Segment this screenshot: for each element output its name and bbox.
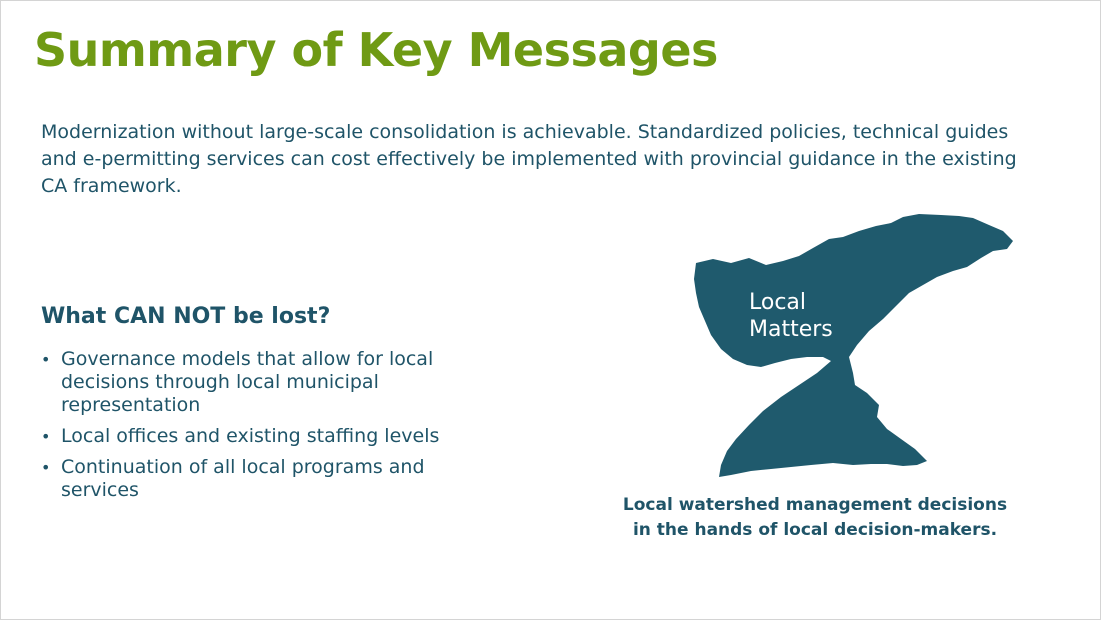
bullet-icon: • bbox=[41, 350, 51, 369]
bullet-icon: • bbox=[41, 427, 51, 446]
caption-line-1: Local watershed management decisions bbox=[622, 495, 1008, 515]
bullet-text: Local offices and existing staffing levels bbox=[61, 425, 440, 447]
bullet-text: Continuation of all local programs and services bbox=[61, 456, 425, 501]
watershed-map bbox=[691, 211, 1021, 481]
bullet-item bbox=[41, 456, 471, 502]
caption-line-2: in the hands of local decision-makers. bbox=[632, 520, 998, 540]
map-label bbox=[749, 289, 833, 343]
intro-paragraph: Modernization without large-scale consolidation is achievable. Standardized policies, technical guides and e-permitting services can cost effectively be implemented with provincial guidance in the existing CA framework. bbox=[41, 121, 1017, 197]
slide-title: Summary of Key Messages bbox=[34, 23, 718, 77]
bullet-item bbox=[41, 425, 471, 448]
map-label-line-1: Local bbox=[749, 290, 807, 315]
section-heading: What CAN NOT be lost? bbox=[41, 304, 331, 329]
map-caption bbox=[601, 493, 1029, 543]
bullet-text: Governance models that allow for local decisions through local municipal representation bbox=[61, 348, 434, 416]
watershed-map-icon bbox=[691, 211, 1021, 481]
bullet-list bbox=[41, 348, 471, 510]
bullet-item bbox=[41, 348, 471, 417]
map-label-line-2: Matters bbox=[749, 317, 833, 342]
bullet-icon: • bbox=[41, 458, 51, 477]
watershed-shape bbox=[694, 214, 1013, 477]
